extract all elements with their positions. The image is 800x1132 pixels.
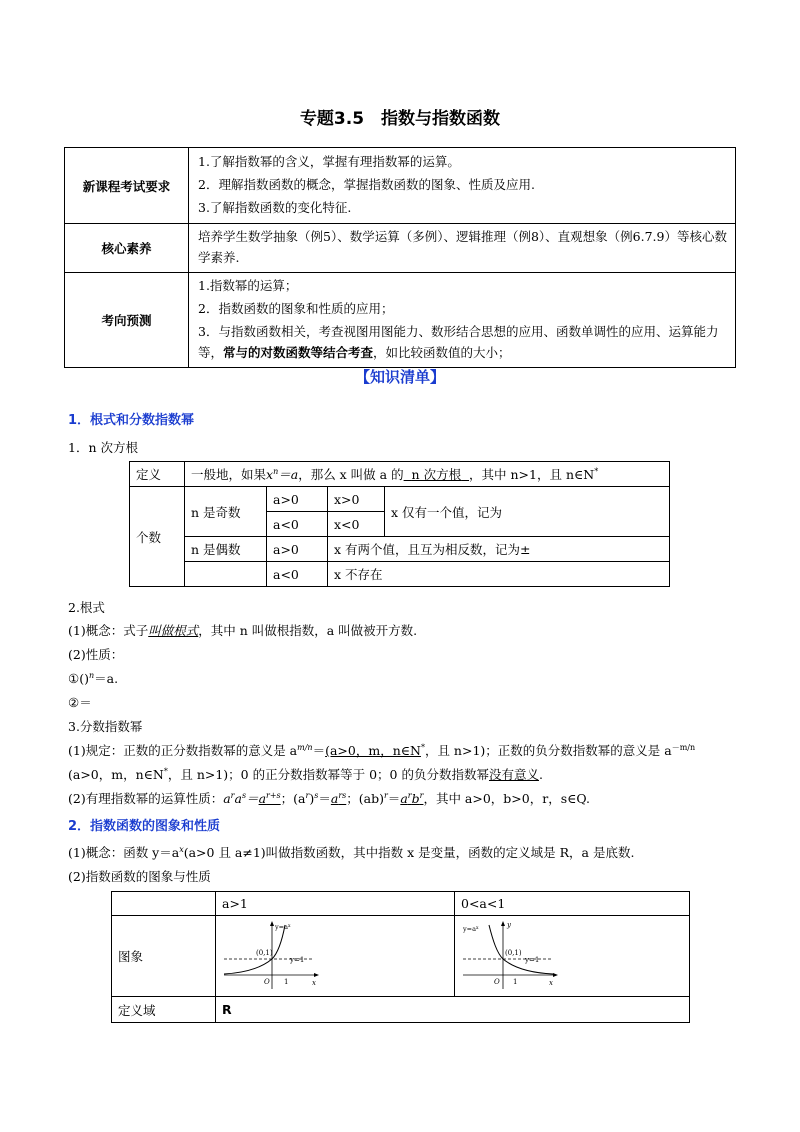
table-row xyxy=(65,273,736,368)
list-item: 3.了解指数函数的变化特征. xyxy=(198,200,352,215)
table-row xyxy=(112,997,690,1023)
graph-properties-heading: (2)指数函数的图象与性质 xyxy=(68,869,211,884)
list-item: 3．与指数函数相关，考查视图用图能力、数形结合思想的应用、函数单调性的应用、运算能力等，常与的对数函数等结合考查，如比较函数值的大小； xyxy=(198,324,719,360)
row-content xyxy=(189,273,736,368)
subheading-fractional-exponent: 3.分数指数幂 xyxy=(68,719,143,734)
table-row xyxy=(65,148,736,224)
section-heading: 【知识清单】 xyxy=(354,368,445,386)
table-row xyxy=(130,462,670,487)
nth-root-table xyxy=(129,461,670,587)
table-cell: n 是奇数 xyxy=(185,487,267,537)
x-axis-arrow xyxy=(553,973,558,977)
x-axis-label: x xyxy=(312,978,316,987)
table-cell: 个数 xyxy=(130,487,185,587)
table-cell xyxy=(185,562,267,587)
subheading-radical: 2.根式 xyxy=(68,600,105,615)
graph-a-between-0-and-1 xyxy=(461,919,561,991)
radical-property-1: ①()$^n$＝a. xyxy=(68,670,119,686)
table-cell: x>0 xyxy=(328,487,385,512)
radical-properties: (2)性质： xyxy=(68,647,124,662)
table-row xyxy=(130,537,670,562)
list-item: 1.了解指数幂的含义，掌握有理指数幂的运算。 xyxy=(198,154,460,169)
graph-a-greater-than-1 xyxy=(222,919,322,991)
exponential-properties-table xyxy=(111,891,690,1023)
table-cell: a>0 xyxy=(267,487,328,512)
table-row xyxy=(130,562,670,587)
origin-label: O xyxy=(264,977,270,986)
row-content xyxy=(189,148,736,224)
fractional-rule-2: (a>0，m，n∈N*，且 n>1)；0 的正分数指数幂等于 0；0 的负分数指数幂没有意义. xyxy=(68,766,543,782)
point-label: (0,1) xyxy=(505,948,522,957)
table-cell: a>1 xyxy=(216,892,455,916)
radical-concept: (1)概念：式子叫做根式，其中 n 叫做根指数，a 叫做被开方数. xyxy=(68,623,418,638)
section-title-exponential-function: 2．指数函数的图象和性质 xyxy=(68,819,221,834)
table-cell: x 不存在 xyxy=(328,562,670,587)
y-axis-arrow xyxy=(270,921,274,926)
table-cell: x 有两个值，且互为相反数，记为± xyxy=(328,537,670,562)
radical-property-2: ②＝ xyxy=(68,695,92,710)
table-row xyxy=(112,916,690,997)
y-axis-arrow xyxy=(501,921,505,926)
table-row xyxy=(65,224,736,273)
table-cell: a<0 xyxy=(267,562,328,587)
function-label: $y=a^x$ xyxy=(275,922,291,931)
exponential-concept: (1)概念：函数 $y=a^x(a>0$ 且 a≠1)叫做指数函数，其中指数 x 是变量，函数的定义域是 R，a 是底数. xyxy=(68,844,635,860)
y-axis-label: y xyxy=(507,920,511,929)
table-row xyxy=(130,487,670,512)
tick-label: 1 xyxy=(513,977,518,986)
row-header: 考向预测 xyxy=(65,273,189,368)
table-cell: R xyxy=(216,997,690,1023)
table-cell: 定义域 xyxy=(112,997,216,1023)
row-header: 新课程考试要求 xyxy=(65,148,189,224)
curve xyxy=(224,925,285,974)
table-cell: 图象 xyxy=(112,916,216,997)
table-cell xyxy=(216,916,455,997)
tick-label: 1 xyxy=(284,977,289,986)
table-row xyxy=(112,892,690,916)
list-item: 培养学生数学抽象（例5）、数学运算（多例）、逻辑推理（例8）、直观想象（例6.7.9）等核心数学素养. xyxy=(198,229,727,265)
exponent-operation-rules: (2)有理指数幂的运算性质：$a^ra^s=a^{r+s}$；$(a^r)^s=a^{rs}$；$(ab)^r=a^rb^r$，其中 a>0，b>0，r，s∈Q. xyxy=(68,790,590,806)
table-cell: x 仅有一个值，记为 xyxy=(385,487,670,537)
origin-label: O xyxy=(494,977,500,986)
line-label: y=1 xyxy=(525,955,540,964)
fractional-rule-1: (1)规定：正数的正分数指数幂的意义是 $a^{m/n}=(a>0$，m，n∈N*，且 n>1)；正数的负分数指数幂的意义是 $a^{-m/n}$ xyxy=(68,742,696,758)
row-content xyxy=(189,224,736,273)
function-label: $y=a^x$ xyxy=(463,924,479,933)
x-axis-arrow xyxy=(314,973,319,977)
x-axis-label: x xyxy=(549,978,553,987)
subheading-nth-root: 1．n 次方根 xyxy=(68,440,138,455)
table-cell: 0<a<1 xyxy=(455,892,690,916)
line-label: y=1 xyxy=(290,955,305,964)
table-cell: 定义 xyxy=(130,462,185,487)
overview-table xyxy=(64,147,736,368)
table-cell: x<0 xyxy=(328,512,385,537)
table-cell: a<0 xyxy=(267,512,328,537)
table-cell: a>0 xyxy=(267,537,328,562)
table-cell xyxy=(455,916,690,997)
row-header: 核心素养 xyxy=(65,224,189,273)
list-item: 2．理解指数函数的概念，掌握指数函数的图象、性质及应用. xyxy=(198,177,535,192)
list-item: 2．指数函数的图象和性质的应用； xyxy=(198,301,394,316)
section-title-radicals: 1．根式和分数指数幂 xyxy=(68,413,195,428)
table-cell xyxy=(112,892,216,916)
page-title: 专题3.5 指数与指数函数 xyxy=(299,109,501,129)
list-item: 1.指数幂的运算； xyxy=(198,278,298,293)
table-cell: 一般地，如果$x^n=a$，那么 x 叫做 a 的 n 次方根 ，其中 n>1，且 n∈N* xyxy=(185,462,670,487)
point-label: (0,1) xyxy=(256,948,273,957)
table-cell: n 是偶数 xyxy=(185,537,267,562)
